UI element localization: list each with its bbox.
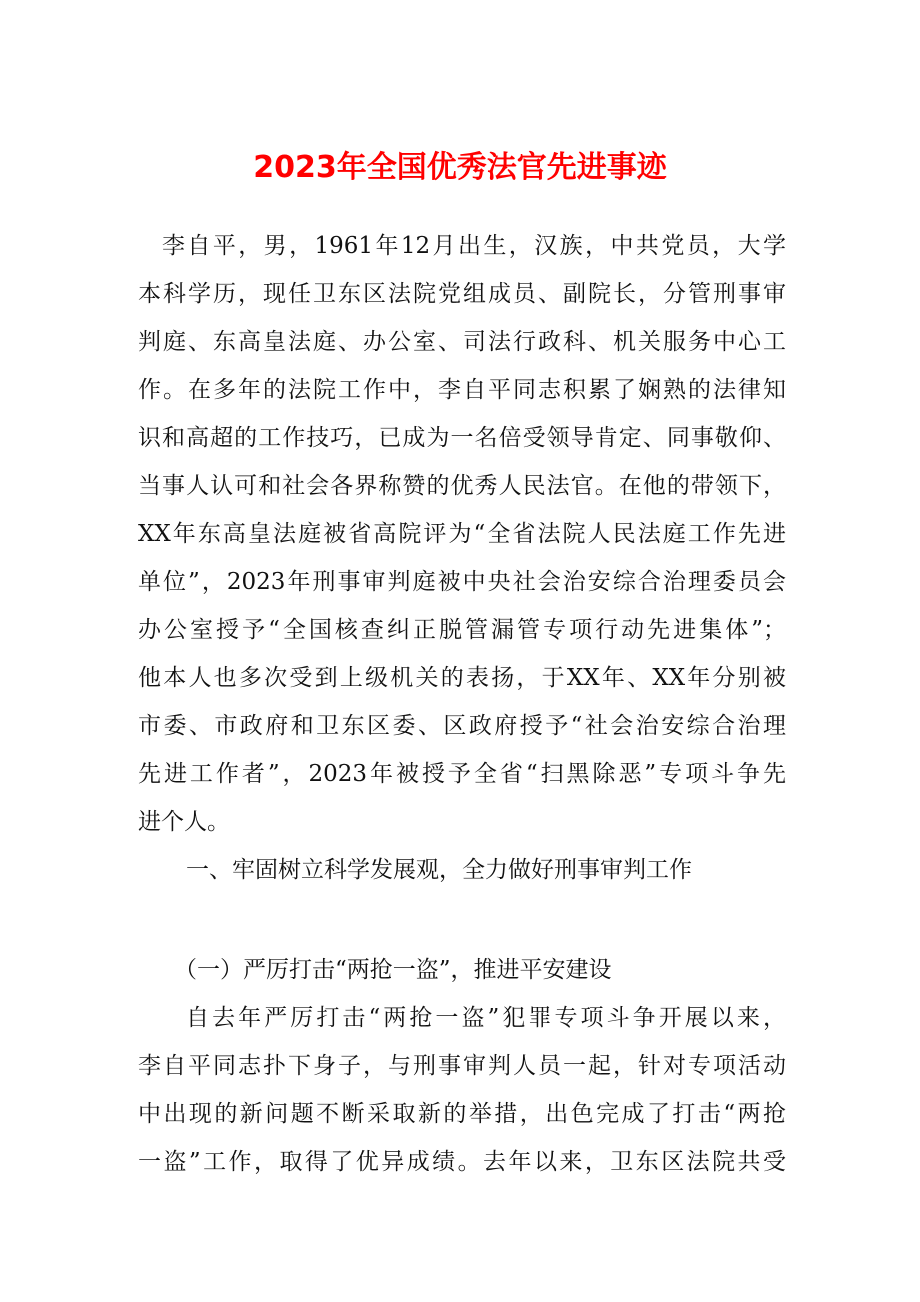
document-title: 2023年全国优秀法官先进事迹 — [253, 150, 667, 185]
section-heading-1: 一、牢固树立科学发展观，全力做好刑事审判工作 — [186, 857, 692, 883]
text-line: 办公室授予“全国核查纠正脱管漏管专项行动先进集体”； — [138, 617, 786, 643]
text-line: 一盗”工作，取得了优异成绩。去年以来，卫东区法院共受 — [138, 1149, 786, 1175]
text-line: 单位”，2023年刑事审判庭被中央社会治安综合治理委员会 — [138, 569, 786, 595]
subsection-heading-1: （一）严厉打击“两抢一盗”，推进平安建设 — [174, 957, 612, 983]
text-line: 自去年严厉打击“两抢一盗”犯罪专项斗争开展以来， — [186, 1005, 786, 1031]
text-line: 本科学历，现任卫东区法院党组成员、副院长，分管刑事审 — [138, 281, 786, 307]
text-line: 作。在多年的法院工作中，李自平同志积累了娴熟的法律知 — [138, 377, 786, 403]
text-line: 李自平同志扑下身子，与刑事审判人员一起，针对专项活动 — [138, 1053, 786, 1079]
text-line: XX年东高皇法庭被省高院评为“全省法院人民法庭工作先进 — [138, 521, 786, 547]
text-line: 当事人认可和社会各界称赞的优秀人民法官。在他的带领下， — [138, 473, 786, 499]
text-line: 判庭、东高皇法庭、办公室、司法行政科、机关服务中心工 — [138, 329, 786, 355]
text-line: 市委、市政府和卫东区委、区政府授予“社会治安综合治理 — [138, 713, 786, 739]
text-line: 先进工作者”，2023年被授予全省“扫黑除恶”专项斗争先 — [138, 761, 786, 787]
text-line: 进个人。 — [138, 809, 230, 835]
text-line: 识和高超的工作技巧，已成为一名倍受领导肯定、同事敬仰、 — [138, 425, 786, 451]
text-line: 李自平，男，1961年12月出生，汉族，中共党员，大学 — [162, 233, 786, 259]
text-line: 中出现的新问题不断采取新的举措，出色完成了打击“两抢 — [138, 1101, 786, 1127]
text-line: 他本人也多次受到上级机关的表扬，于XX年、XX年分别被 — [138, 665, 786, 691]
